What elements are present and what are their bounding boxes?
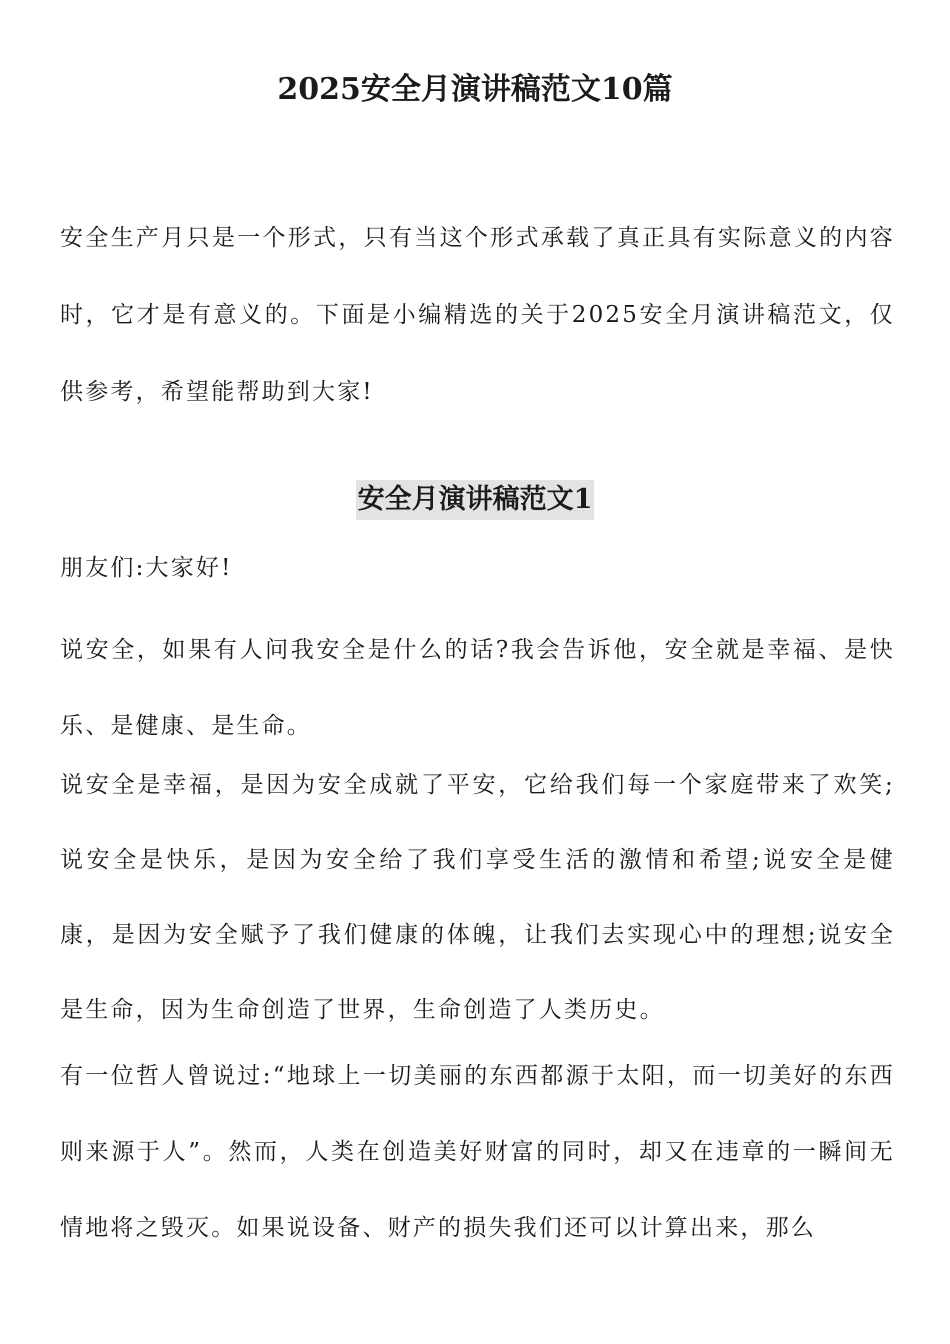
document-title: 2025安全月演讲稿范文10篇	[277, 72, 673, 107]
intro-paragraph: 安全生产月只是一个形式，只有当这个形式承载了真正具有实际意义的内容时，它才是有意义的。下面是小编精选的关于2025安全月演讲稿范文，仅供参考，希望能帮助到大家!	[60, 225, 895, 405]
speech-greeting: 朋友们:大家好!	[60, 555, 233, 581]
body-paragraph: 有一位哲人曾说过:“地球上一切美丽的东西都源于太阳，而一切美好的东西则来源于人”。然而，人类在创造美好财富的同时，却又在违章的一瞬间无情地将之毁灭。如果说设备、财产的损失我们还可以计算出来，那么	[60, 1063, 895, 1241]
section-heading	[0, 478, 950, 522]
body-paragraph: 说安全是幸福，是因为安全成就了平安，它给我们每一个家庭带来了欢笑;说安全是快乐，是因为安全给了我们享受生活的激情和希望;说安全是健康，是因为安全赋予了我们健康的体魄，让我们去实现心中的理想;说安全是生命，因为生命创造了世界，生命创造了人类历史。	[60, 772, 895, 1023]
section-heading-text: 安全月演讲稿范文1	[356, 480, 595, 520]
body-paragraph: 说安全，如果有人问我安全是什么的话?我会告诉他，安全就是幸福、是快乐、是健康、是生命。	[60, 637, 895, 739]
